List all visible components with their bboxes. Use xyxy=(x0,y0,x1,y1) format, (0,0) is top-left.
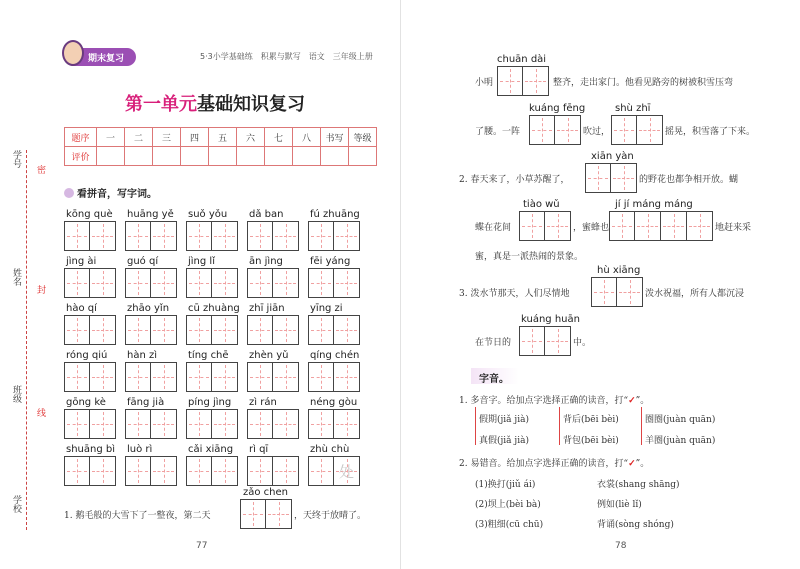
score-head-cell: 六 xyxy=(237,128,265,147)
pinyin-label: shuāng bì xyxy=(66,444,116,455)
seal-mark: 密 xyxy=(35,165,45,174)
score-head-cell: 书写 xyxy=(321,128,349,147)
answer-grid-kuangfeng[interactable] xyxy=(529,115,581,145)
poly-item[interactable]: 真假(jiǎ jià) xyxy=(479,436,529,446)
pinyin-jijimangmang: jí jí máng máng xyxy=(615,199,693,210)
student-id-label: 学号 xyxy=(11,150,21,168)
writing-grid[interactable] xyxy=(64,268,116,298)
q2b-text-a: 蝶在花间 xyxy=(475,223,512,233)
sub2-instruction: 2. 易错音。给加点字选择正确的读音，打“✓”。 xyxy=(459,459,650,469)
school-label: 学校 xyxy=(11,495,21,513)
writing-grid[interactable] xyxy=(247,362,299,392)
series-line: 5·3小学基础练 积累与默写 语文 三年级上册 xyxy=(200,52,373,61)
bracket xyxy=(475,407,476,445)
pinyin-label: zhī jiān xyxy=(249,303,285,314)
easy-item[interactable]: (2)坝上(bèi bà) xyxy=(475,500,541,510)
pinyin-label: cū zhuàng xyxy=(188,303,240,314)
pinyin-label: dǎ ban xyxy=(249,209,284,220)
q2-text-a: 2. 春天来了，小草苏醒了， xyxy=(459,175,570,185)
title-main: 基础知识复习 xyxy=(197,94,305,115)
writing-grid[interactable] xyxy=(308,268,360,298)
pinyin-label: zhèn yǔ xyxy=(249,350,289,361)
pinyin-label: yīng zi xyxy=(310,303,343,314)
poly-item[interactable]: 圈圈(juàn quān) xyxy=(645,415,716,425)
class-label: 班级 xyxy=(11,385,21,403)
ghost-character: 处 xyxy=(338,463,354,481)
name-label: 姓名 xyxy=(11,268,21,286)
answer-grid-chuandai[interactable] xyxy=(497,66,549,96)
pinyin-label: hàn zì xyxy=(127,350,158,361)
pinyin-label: zhù chù xyxy=(310,444,350,455)
pinyin-label: jìng ài xyxy=(66,256,97,267)
writing-grid[interactable] xyxy=(186,315,238,345)
pinyin-label: cǎi xiāng xyxy=(188,444,234,455)
easy-item[interactable]: (1)换打(jiǔ ái) xyxy=(475,480,536,490)
eval-cell[interactable] xyxy=(293,147,321,166)
writing-grid[interactable] xyxy=(247,221,299,251)
q2c-text: 蜜，真是一派热闹的景象。 xyxy=(475,252,584,262)
score-head-cell: 一 xyxy=(97,128,125,147)
pinyin-label: néng gòu xyxy=(310,397,358,408)
writing-grid[interactable] xyxy=(125,315,177,345)
writing-grid[interactable] xyxy=(64,362,116,392)
seal-mark-2: 封 xyxy=(35,285,45,294)
pinyin-label: fēi yáng xyxy=(310,256,351,267)
poly-item[interactable]: 背包(bēi bèi) xyxy=(563,436,619,446)
writing-grid[interactable] xyxy=(308,362,360,392)
pinyin-label: róng qiú xyxy=(66,350,108,361)
score-table xyxy=(64,127,377,166)
q1-answer-grid[interactable] xyxy=(240,499,292,529)
score-head-cell: 等级 xyxy=(349,128,377,147)
q2b-text-b: ，蜜蜂也 xyxy=(573,223,610,233)
text-line2c: 摇晃，积雪落了下来。 xyxy=(665,127,756,137)
seal-line xyxy=(26,150,27,530)
pinyin-label: jìng lǐ xyxy=(188,256,215,267)
answer-grid-kuanghuan[interactable] xyxy=(519,326,571,356)
score-head-cell: 题序 xyxy=(65,128,97,147)
pinyin-label: guó qí xyxy=(127,256,159,267)
q1-pinyin: zǎo chen xyxy=(243,487,288,498)
answer-grid-huxiang[interactable] xyxy=(591,277,643,307)
writing-grid[interactable] xyxy=(125,221,177,251)
writing-grid[interactable] xyxy=(247,268,299,298)
score-header-row xyxy=(65,128,377,147)
q2b-text-c: 地赶来采 xyxy=(715,223,752,233)
eval-cell[interactable] xyxy=(181,147,209,166)
page-number-left: 77 xyxy=(196,541,208,551)
q1-text-a: 1. 鹅毛般的大雪下了一整夜，第二天 xyxy=(64,511,211,521)
score-head-cell: 三 xyxy=(153,128,181,147)
answer-grid-shuzhi[interactable] xyxy=(611,115,663,145)
check-icon: ✓ xyxy=(628,459,636,469)
pinyin-huxiang: hù xiāng xyxy=(597,265,641,276)
writing-grid[interactable] xyxy=(64,409,116,439)
writing-grid[interactable] xyxy=(186,221,238,251)
easy-item[interactable]: 背诵(sòng shóng) xyxy=(597,520,674,530)
writing-grid[interactable] xyxy=(247,456,299,486)
answer-grid-jijimangmang[interactable] xyxy=(609,211,713,241)
eval-cell[interactable] xyxy=(321,147,349,166)
writing-grid[interactable] xyxy=(247,409,299,439)
writing-grid[interactable] xyxy=(64,456,116,486)
q1-text-b: ，天终于放晴了。 xyxy=(294,511,367,521)
section1-heading xyxy=(64,185,157,200)
answer-grid-tiaowu[interactable] xyxy=(519,211,571,241)
text-xiaoming: 小明 xyxy=(475,78,494,88)
pinyin-kuanghuan: kuáng huān xyxy=(521,314,580,325)
pinyin-label: fú zhuāng xyxy=(310,209,360,220)
writing-grid[interactable] xyxy=(125,456,177,486)
writing-grid[interactable] xyxy=(64,315,116,345)
right-page xyxy=(400,0,800,569)
pinyin-label: luò rì xyxy=(127,444,153,455)
sub1-instruction: 1. 多音字。给加点字选择正确的读音，打“✓”。 xyxy=(459,396,650,406)
easy-item[interactable]: 例如(liè lǐ) xyxy=(597,500,642,510)
q3b-text-b: 中。 xyxy=(573,338,592,348)
writing-grid[interactable] xyxy=(247,315,299,345)
writing-grid[interactable] xyxy=(64,221,116,251)
pinyin-label: píng jìng xyxy=(188,397,232,408)
pinyin-label: tíng chē xyxy=(188,350,229,361)
eval-cell[interactable] xyxy=(349,147,377,166)
title-unit: 第一单元 xyxy=(125,94,197,115)
pinyin-label: zhāo yǐn xyxy=(127,303,170,314)
eval-cell[interactable] xyxy=(209,147,237,166)
seal-mark-3: 线 xyxy=(35,408,45,417)
page-title xyxy=(125,90,305,116)
check-icon: ✓ xyxy=(628,396,636,406)
pinyin-kuangfeng: kuáng fēng xyxy=(529,103,586,114)
poly-item[interactable]: 背后(bēi bèi) xyxy=(563,415,619,425)
pinyin-chuandai: chuān dài xyxy=(497,54,547,65)
bracket xyxy=(641,407,642,445)
writing-grid[interactable] xyxy=(186,362,238,392)
writing-grid[interactable] xyxy=(186,456,238,486)
writing-grid[interactable] xyxy=(125,409,177,439)
pinyin-label: qíng chén xyxy=(310,350,360,361)
q3b-text-a: 在节日的 xyxy=(475,338,512,348)
pinyin-label: kōng què xyxy=(66,209,113,220)
score-eval-row xyxy=(65,147,377,166)
writing-grid[interactable] xyxy=(186,409,238,439)
writing-grid[interactable] xyxy=(308,221,360,251)
writing-grid[interactable] xyxy=(308,409,360,439)
pinyin-label: fāng jià xyxy=(127,397,165,408)
poly-item[interactable]: 假期(jiǎ jià) xyxy=(479,415,529,425)
section-bullet-icon xyxy=(64,188,74,198)
q2-text-b: 的野花也都争相开放。蝴 xyxy=(639,175,739,185)
eval-cell[interactable] xyxy=(97,147,125,166)
pinyin-label: gōng kè xyxy=(66,397,106,408)
score-head-cell: 五 xyxy=(209,128,237,147)
q3-text-b: 泼水祝福，所有人都沉浸 xyxy=(645,289,745,299)
poly-item[interactable]: 羊圈(juàn quān) xyxy=(645,436,716,446)
section1-text: 看拼音，写字词。 xyxy=(77,189,157,200)
section2-heading: 字音。 xyxy=(479,374,509,385)
pinyin-label: ān jìng xyxy=(249,256,283,267)
pinyin-label: huāng yě xyxy=(127,209,174,220)
pinyin-label: zì rán xyxy=(249,397,277,408)
easy-item[interactable]: (3)粗细(cū chū) xyxy=(475,520,544,530)
page-number-right: 78 xyxy=(615,541,627,551)
text-line2a: 了腰。一阵 xyxy=(475,127,521,137)
period-badge xyxy=(64,48,136,66)
pinyin-xianyan: xiān yàn xyxy=(591,151,634,162)
bracket xyxy=(559,407,560,445)
text-line2b: 吹过， xyxy=(583,127,611,137)
badge-label: 期末复习 xyxy=(88,54,125,64)
score-head-cell: 四 xyxy=(181,128,209,147)
q3-text-a: 3. 泼水节那天，人们尽情地 xyxy=(459,289,570,299)
writing-grid[interactable] xyxy=(186,268,238,298)
writing-grid[interactable] xyxy=(125,362,177,392)
easy-item[interactable]: 衣裳(shang shāng) xyxy=(597,480,680,490)
eval-cell[interactable] xyxy=(265,147,293,166)
score-head-cell: 七 xyxy=(265,128,293,147)
pinyin-tiaowu: tiào wǔ xyxy=(523,199,560,210)
pinyin-label: hào qí xyxy=(66,303,97,314)
text-line1: 整齐，走出家门。他看见路旁的树被积雪压弯 xyxy=(553,78,734,88)
pinyin-label: suǒ yǒu xyxy=(188,209,228,220)
avatar xyxy=(62,40,84,66)
eval-cell[interactable] xyxy=(125,147,153,166)
eval-cell[interactable] xyxy=(237,147,265,166)
score-head-cell: 八 xyxy=(293,128,321,147)
answer-grid-xianyan[interactable] xyxy=(585,163,637,193)
writing-grid[interactable] xyxy=(308,315,360,345)
writing-grid[interactable] xyxy=(125,268,177,298)
eval-label: 评价 xyxy=(65,147,97,166)
pinyin-label: rì qī xyxy=(249,444,269,455)
writing-grid[interactable] xyxy=(308,456,360,486)
eval-cell[interactable] xyxy=(153,147,181,166)
pinyin-shuzhi: shù zhī xyxy=(615,103,651,114)
score-head-cell: 二 xyxy=(125,128,153,147)
